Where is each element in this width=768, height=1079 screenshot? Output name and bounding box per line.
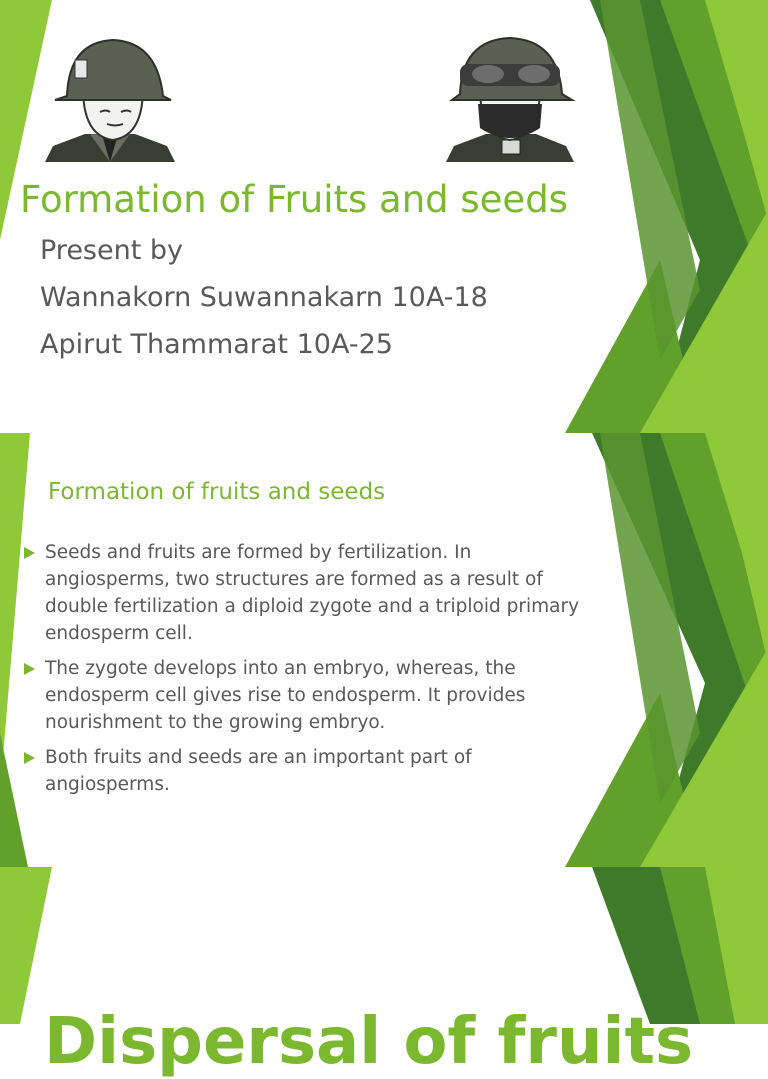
slide-title-partial: Dispersal of fruits xyxy=(44,1005,694,1079)
bullet-text: The zygote develops into an embryo, whereas, the endosperm cell gives rise to endosperm. It provides nourishment to the growing embryo. xyxy=(45,658,526,733)
soldier-avatar-left xyxy=(45,38,175,162)
triangle-bullet-icon xyxy=(24,752,35,764)
triangle-bullet-icon xyxy=(24,663,35,675)
bullet-text: Both fruits and seeds are an important part of angiosperms. xyxy=(45,747,472,795)
presenter-name: Apirut Thammarat 10A-25 xyxy=(40,329,393,360)
title-slide xyxy=(0,0,768,433)
soldier-avatar-right-masked xyxy=(446,36,574,162)
bullet-item xyxy=(22,655,582,736)
partial-slide xyxy=(0,867,768,1079)
green-facet-decoration xyxy=(0,867,768,1024)
bullet-item xyxy=(22,744,582,798)
slide-heading: Formation of fruits and seeds xyxy=(48,479,386,505)
content-slide xyxy=(0,433,768,867)
bullet-text: Seeds and fruits are formed by fertilization. In angiosperms, two structures are formed as a result of double fertilization a diploid zygote and a triploid primary endosperm cell. xyxy=(45,542,580,644)
bullet-item xyxy=(22,539,582,647)
bullet-list xyxy=(22,539,582,806)
triangle-bullet-icon xyxy=(24,547,35,559)
slide-title: Formation of Fruits and seeds xyxy=(20,178,568,221)
presenter-heading: Present by xyxy=(40,235,184,266)
presenter-name: Wannakorn Suwannakarn 10A-18 xyxy=(40,282,488,313)
